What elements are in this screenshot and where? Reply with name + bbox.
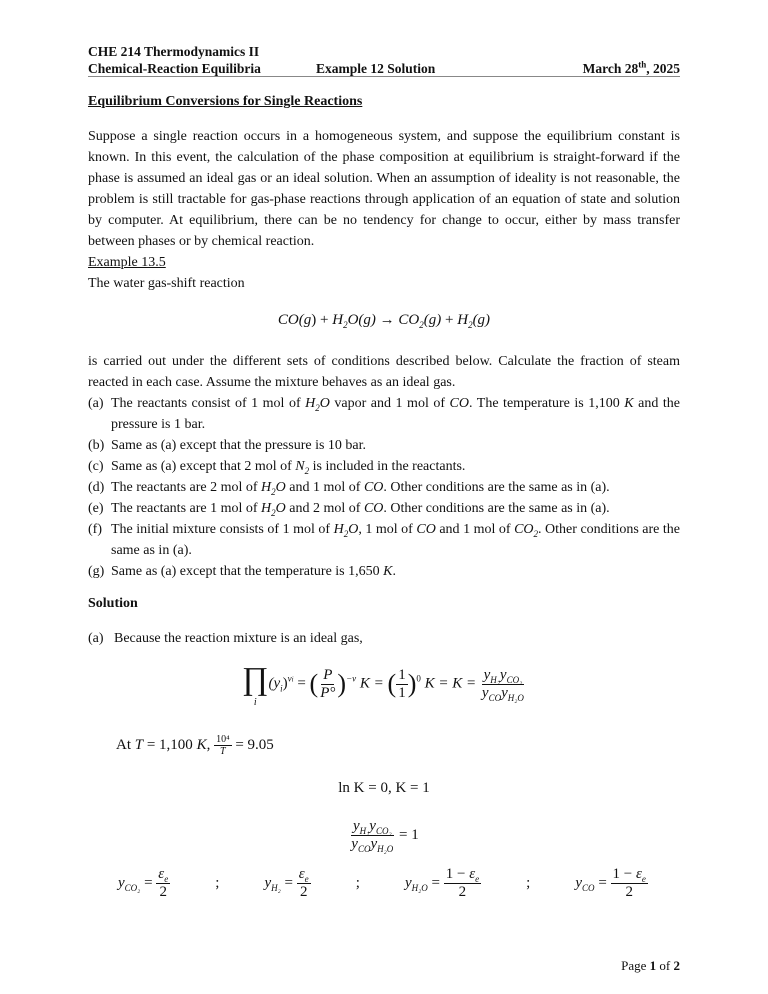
text-segment: Same as (a) except that the pressure is 10 bar.: [111, 438, 367, 453]
topic-title: Chemical-Reaction Equilibria: [88, 61, 261, 76]
y: y: [264, 874, 272, 891]
den: 2: [299, 884, 308, 900]
at: At: [116, 736, 135, 753]
epsilon: ε: [469, 866, 476, 882]
e: e: [164, 874, 169, 884]
condition-item: [88, 477, 680, 498]
solution-a-label: (a): [88, 631, 104, 646]
text-segment: g: [303, 312, 312, 328]
text-segment: Same as (a) except that the temperature is 1,650: [111, 564, 384, 579]
eq1-yi-sub: i: [280, 683, 283, 694]
text-segment: →: [375, 312, 399, 328]
date-text: March 28: [582, 61, 639, 76]
condition-text: [111, 393, 680, 435]
sub: H₂: [359, 826, 370, 836]
y: y: [575, 874, 583, 891]
text-segment: K: [624, 396, 634, 411]
y: y: [370, 836, 378, 852]
T: T: [134, 736, 144, 753]
text-segment: CO: [416, 522, 436, 537]
text-segment: H: [457, 312, 469, 328]
text-segment: 2: [304, 465, 310, 476]
text-segment: , 1 mol of: [358, 522, 417, 537]
condition-label: (e): [88, 501, 104, 516]
text-segment: H: [332, 312, 344, 328]
doc-date: [583, 61, 680, 77]
condition-label: (a): [88, 396, 104, 411]
condition-item: [88, 561, 680, 582]
text-segment: O(g): [347, 312, 376, 328]
e: e: [304, 874, 309, 884]
temp: = 1,100: [143, 736, 197, 753]
sub: CO: [357, 844, 371, 854]
page-current: 1: [649, 958, 657, 973]
sub: CO: [488, 692, 502, 703]
text-segment: 2: [343, 528, 349, 539]
text-segment: H: [261, 480, 272, 495]
condition-item: [88, 519, 680, 561]
section-title: Equilibrium Conversions for Single Reactions: [88, 94, 363, 109]
unit-ratio: [396, 667, 408, 702]
mole-fraction-expression: $y_{H_2O}$ = $\frac{1 - \varepsilon_e}{2}$: [404, 866, 480, 900]
text-segment: vapor and 1 mol of: [329, 396, 450, 411]
text-segment: The initial mixture consists of 1 mol of: [111, 522, 334, 537]
y: y: [351, 836, 358, 852]
condition-label: (f): [88, 522, 102, 537]
eq1-exponent: −ν: [346, 673, 357, 684]
condition-text: [111, 435, 366, 456]
text-segment: and 1 mol of: [285, 480, 364, 495]
kelvin: K: [196, 736, 207, 753]
y: y: [499, 666, 507, 683]
species: H₂O: [411, 882, 428, 893]
sub: H₂: [490, 674, 500, 685]
condition-text: [111, 498, 610, 519]
text-segment: (: [298, 312, 304, 328]
text-segment: O: [348, 522, 359, 537]
one-num: 1: [398, 666, 406, 683]
separator: ;: [526, 875, 531, 891]
mole-fraction-expression: $y_{CO}$ = $\frac{1 - \varepsilon_e}{2}$: [575, 866, 646, 900]
solution-a: [88, 631, 363, 647]
eq1-K: K =: [356, 675, 388, 692]
eq1-yi: (y: [268, 675, 281, 692]
eq1-K2: K = K =: [420, 675, 480, 692]
text-segment: (g): [423, 312, 442, 328]
date-sup: th: [638, 59, 647, 70]
pre: 1 −: [445, 866, 470, 882]
text-segment: CO: [363, 480, 384, 495]
condition-item: [88, 393, 680, 435]
text-segment: H: [333, 522, 344, 537]
condition-text: [111, 456, 465, 477]
y: y: [481, 684, 489, 701]
condition-label: (b): [88, 438, 105, 453]
page-of: of: [656, 958, 674, 973]
text-segment: K: [383, 564, 393, 579]
den: T: [220, 746, 226, 757]
text-segment: CO: [363, 501, 384, 516]
equilibrium-equation: ∏ i $(y_i)^{\nu i}$ = ( $\frac{P}{P^\circ}$ )$^{-\nu}$ K = ( $\frac{1}{1}$ )$^0$ K = K = $\frac{y_{H_2}y_{CO_2}}{y_{CO}y_{H_2O}}$: [242, 660, 524, 708]
condition-item: [88, 456, 680, 477]
text-segment: . The temperature is 1,100: [469, 396, 625, 411]
temperature-equation: [116, 734, 274, 757]
text-segment: The reactants are 1 mol of: [111, 501, 262, 516]
example-title: Example 13.5: [88, 255, 166, 270]
text-segment: is included in the reactants.: [309, 459, 466, 474]
result: = 9.05: [231, 736, 274, 753]
text-segment: N: [295, 459, 305, 474]
text-segment: and 2 mol of: [285, 501, 364, 516]
text-segment: 2: [533, 528, 539, 539]
text-segment: . Other conditions are the same as in (a).: [383, 480, 610, 495]
num: 10⁴: [216, 734, 230, 745]
eq1-nu: ν: [287, 673, 292, 684]
species: H₂: [271, 882, 281, 893]
eq1-close: ): [282, 675, 288, 692]
text-segment: 2: [468, 320, 473, 330]
date-year: , 2025: [646, 61, 680, 76]
text-segment: +: [441, 312, 458, 328]
condition-label: (g): [88, 564, 105, 579]
text-segment: and the pressure is 1 bar.: [111, 396, 680, 432]
sub: CO₂: [375, 826, 392, 836]
species: CO₂: [124, 882, 141, 893]
text-segment: CO: [277, 312, 299, 328]
epsilon: ε: [298, 866, 305, 882]
text-segment: O: [275, 480, 286, 495]
text-segment: 2: [419, 320, 424, 330]
epsilon: ε: [158, 866, 165, 882]
inverse-temp: [214, 734, 232, 757]
mole-fraction-expression: $y_{H_2}$ = $\frac{\varepsilon_e}{2}$: [264, 866, 309, 900]
pre: 1 −: [612, 866, 636, 882]
product-index: i: [253, 697, 257, 708]
text-segment: O: [319, 396, 330, 411]
sub: H₂O: [507, 692, 524, 703]
product-symbol: [242, 660, 268, 708]
condition-text: [111, 561, 396, 582]
text-segment: H: [305, 396, 316, 411]
e: e: [641, 874, 646, 884]
text-segment: .: [392, 564, 396, 579]
rhs: = 1: [395, 826, 419, 843]
intro-paragraph: Suppose a single reaction occurs in a homogeneous system, and suppose the equilibrium constant is known. In this event, the calculation of the phase composition at equilibrium is straight-forward if the phase is assumed an ideal gas or an ideal solution. When an assumption of ideality is not reasonable, the problem is still tractable for gas-phase reactions through application of an equation of state and solution by computer. At equilibrium, there can be no tendency for change to occur, either by mass transfer between phases or by chemical reaction.: [88, 129, 680, 249]
pressure: P: [323, 666, 333, 683]
species: CO: [582, 882, 595, 893]
course-title: CHE 214 Thermodynamics II: [88, 44, 260, 59]
y: y: [404, 874, 412, 891]
text-segment: (g): [472, 312, 491, 328]
text-segment: Same as (a) except that 2 mol of: [111, 459, 296, 474]
example-intro: The water gas-shift reaction: [88, 276, 245, 291]
text-segment: CO: [449, 396, 469, 411]
reaction-equation: [0, 312, 768, 329]
separator: ;: [355, 875, 360, 891]
sub: CO₂: [506, 674, 523, 685]
condition-label: (d): [88, 480, 105, 495]
page-total: 2: [673, 958, 680, 973]
y: y: [369, 818, 376, 834]
y: y: [501, 684, 508, 701]
text-segment: CO: [398, 312, 420, 328]
solution-a-text: Because the reaction mixture is an ideal gas,: [114, 631, 363, 646]
doc-title: Example 12 Solution: [316, 61, 436, 76]
text-segment: 2: [343, 320, 348, 330]
one-den: 1: [398, 684, 406, 701]
condition-text: [111, 519, 680, 561]
standard-pressure: P°: [320, 684, 336, 701]
den: 2: [625, 884, 633, 900]
solution-title: Solution: [88, 596, 138, 611]
pressure-ratio: [318, 667, 337, 702]
eq1-nu-sub: i: [291, 675, 294, 684]
text-segment: . Other conditions are the same as in (a).: [383, 501, 610, 516]
conditions-list: [88, 393, 680, 582]
page-label: Page: [621, 958, 650, 973]
text-segment: . Other conditions are the same as in (a).: [111, 522, 681, 558]
y: y: [352, 818, 360, 834]
condition-item: [88, 435, 680, 456]
text-segment: CO: [514, 522, 534, 537]
equilibrium-ratio: [0, 818, 768, 853]
text-segment: O: [275, 501, 286, 516]
comma: ,: [206, 736, 215, 753]
eq1-equals: =: [293, 675, 310, 692]
den: 2: [159, 884, 167, 900]
text-segment: H: [261, 501, 272, 516]
condition-label: (c): [88, 459, 104, 474]
mole-fraction-expression: $y_{CO_2}$ = $\frac{\varepsilon_e}{2}$: [118, 866, 169, 900]
condition-item: [88, 498, 680, 519]
y: y: [118, 874, 125, 891]
text-segment: and 1 mol of: [435, 522, 515, 537]
problem-text: is carried out under the different sets of conditions described below. Calculate the fraction of steam reacted in each case. Assume the mixture behaves as an ideal gas.: [88, 354, 680, 390]
den: 2: [458, 884, 467, 900]
y: y: [483, 666, 491, 683]
lnK-equation: ln K = 0, K = 1: [338, 780, 430, 796]
text-segment: The reactants consist of 1 mol of: [111, 396, 306, 411]
eq1-zero: 0: [416, 673, 421, 684]
page-number: [621, 958, 680, 974]
text-segment: 2: [271, 507, 276, 518]
separator: ;: [215, 875, 220, 891]
mole-fraction-ratio: [480, 667, 526, 702]
epsilon: ε: [636, 866, 642, 882]
product-sign: ∏: [242, 660, 269, 696]
e: e: [475, 874, 480, 884]
header-rule: [88, 76, 680, 77]
sub: H₂O: [377, 844, 394, 854]
mole-fraction-expressions: [118, 866, 648, 901]
text-segment: ) +: [311, 312, 333, 328]
text-segment: 2: [315, 402, 320, 413]
text-segment: The reactants are 2 mol of: [111, 480, 262, 495]
text-segment: 2: [271, 486, 276, 497]
condition-text: [111, 477, 610, 498]
